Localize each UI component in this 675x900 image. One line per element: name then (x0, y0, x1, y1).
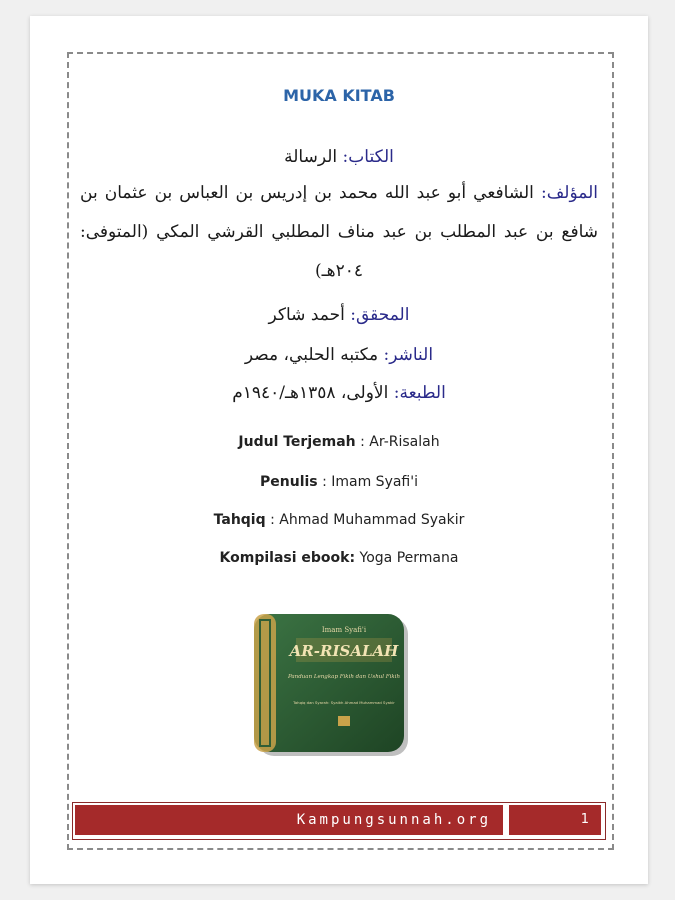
page-title: MUKA KITAB (283, 86, 395, 105)
arabic-author-value: الشافعي أبو عبد الله محمد بن إدريس بن العباس بن عثمان بن شافع بن عبد المطلب بن عبد مناف المطلبي القرشي المكي (المتوفى: ٢٠٤هـ) (80, 183, 598, 281)
tahqiq-label: Tahqiq (213, 512, 266, 528)
arabic-author-label: المؤلف: (540, 183, 599, 203)
compile-label: Kompilasi ebook: (219, 550, 356, 566)
author-label: Penulis (260, 474, 318, 490)
arabic-editor-value: أحمد شاكر (268, 305, 345, 325)
arabic-book-label: الكتاب: (342, 147, 394, 167)
document-page (30, 16, 648, 884)
book-cover-body (254, 614, 404, 752)
arabic-editor-line (80, 296, 598, 335)
arabic-edition-label: الطبعة: (393, 383, 446, 403)
tahqiq-value: Ahmad Muhammad Syakir (279, 512, 465, 528)
footer-site: Kampungsunnah.org (75, 805, 503, 835)
book-author-text: Imam Syafi'i (321, 626, 367, 634)
author-value: Imam Syafi'i (331, 474, 418, 490)
book-cover-image (252, 612, 414, 760)
arabic-publisher-label: الناشر: (383, 345, 434, 365)
footer-page-number: 1 (509, 805, 601, 835)
page-footer (72, 802, 606, 840)
author-line: Penulis : Imam Syafi'i (260, 474, 418, 490)
book-title-text: AR-RISALAH (289, 642, 399, 660)
arabic-edition-value: الأولى، ١٣٥٨هـ/١٩٤٠م (232, 383, 389, 403)
arabic-publisher-line (80, 336, 598, 375)
arabic-book-value: الرسالة (284, 147, 338, 167)
arabic-book-line (80, 138, 598, 177)
translation-title-value: Ar-Risalah (369, 434, 440, 450)
arabic-edition-line (80, 374, 598, 413)
arabic-author-line (80, 174, 598, 291)
translation-title-line: Judul Terjemah : Ar-Risalah (238, 434, 440, 450)
book-publisher-logo (338, 716, 350, 726)
translation-title-label: Judul Terjemah (238, 434, 356, 450)
book-small-text: Tahqiq dan Syarah: Syaikh Ahmad Muhammad Syakir (293, 700, 395, 705)
arabic-editor-label: المحقق: (350, 305, 410, 325)
arabic-publisher-value: مكتبه الحلبي، مصر (244, 345, 379, 365)
tahqiq-line: Tahqiq : Ahmad Muhammad Syakir (213, 512, 465, 528)
compile-line (30, 550, 648, 566)
compile-value: Yoga Permana (359, 550, 459, 566)
book-subtitle-text: Panduan Lengkap Fikih dan Ushul Fikih (287, 674, 401, 680)
book-spine-ornament (254, 614, 276, 752)
